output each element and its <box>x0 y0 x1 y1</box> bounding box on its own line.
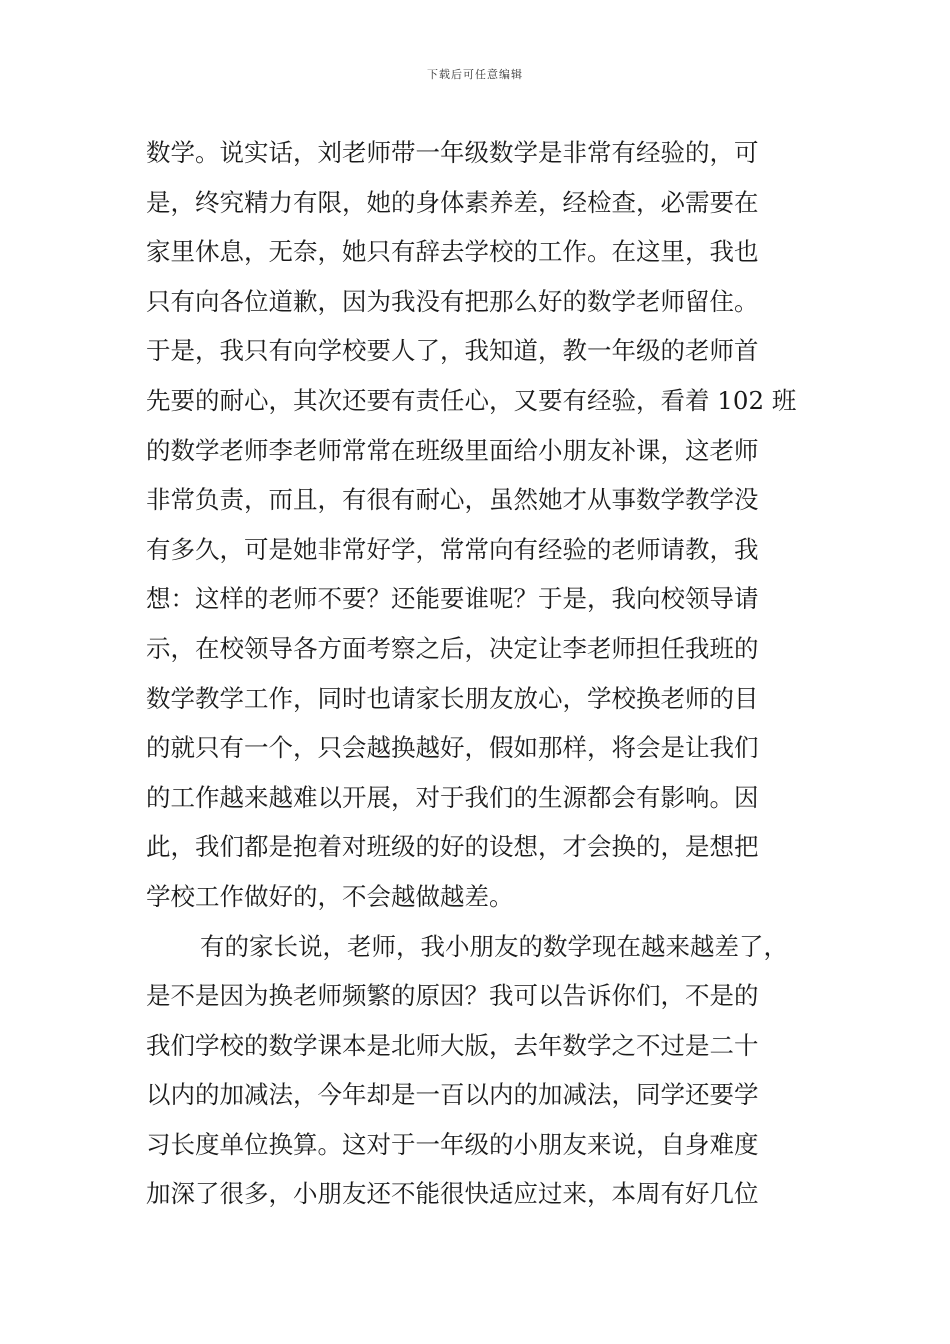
paragraph-first-line: 有的家长说，老师，我小朋友的数学现在越来越差了， <box>200 931 788 961</box>
text-line: 有多久，可是她非常好学，常常向有经验的老师请教，我 <box>146 534 759 564</box>
text-line: 我们学校的数学课本是北师大版，去年数学之不过是二十 <box>146 1030 759 1060</box>
text-line: 学校工作做好的，不会越做越差。 <box>146 881 514 911</box>
text-line: 是不是因为换老师频繁的原因？我可以告诉你们，不是的 <box>146 981 759 1011</box>
page-header: 下载后可任意编辑 <box>427 68 523 81</box>
text-line: 数学。说实话，刘老师带一年级数学是非常有经验的，可 <box>146 138 759 167</box>
text-line: 只有向各位道歉，因为我没有把那么好的数学老师留住。 <box>146 286 759 316</box>
text-line: 数学教学工作，同时也请家长朋友放心，学校换老师的目 <box>146 683 759 713</box>
text-line: 是，终究精力有限，她的身体素养差，经检查，必需要在 <box>146 187 759 217</box>
text-line: 的工作越来越难以开展，对于我们的生源都会有影响。因 <box>146 782 759 812</box>
text-line: 的就只有一个，只会越换越好，假如那样，将会是让我们 <box>146 733 759 763</box>
text-line: 示，在校领导各方面考察之后，决定让李老师担任我班的 <box>146 633 759 663</box>
text-line: 先要的耐心，其次还要有责任心，又要有经验，看着 102 班 <box>146 385 797 415</box>
text-line: 以内的加减法，今年却是一百以内的加减法，同学还要学 <box>146 1080 759 1110</box>
document-body <box>146 128 816 1219</box>
text-line: 想：这样的老师不要？还能要谁呢？于是，我向校领导请 <box>146 584 759 614</box>
text-line: 的数学老师李老师常常在班级里面给小朋友补课，这老师 <box>146 435 759 465</box>
text-line: 非常负责，而且，有很有耐心，虽然她才从事数学教学没 <box>146 485 759 515</box>
text-line: 于是，我只有向学校要人了，我知道，教一年级的老师首 <box>146 336 759 366</box>
text-line: 加深了很多，小朋友还不能很快适应过来，本周有好几位 <box>146 1179 759 1209</box>
text-line: 习长度单位换算。这对于一年级的小朋友来说，自身难度 <box>146 1129 759 1159</box>
text-line: 此，我们都是抱着对班级的好的设想，才会换的，是想把 <box>146 832 759 862</box>
text-line: 家里休息，无奈，她只有辞去学校的工作。在这里，我也 <box>146 237 759 267</box>
